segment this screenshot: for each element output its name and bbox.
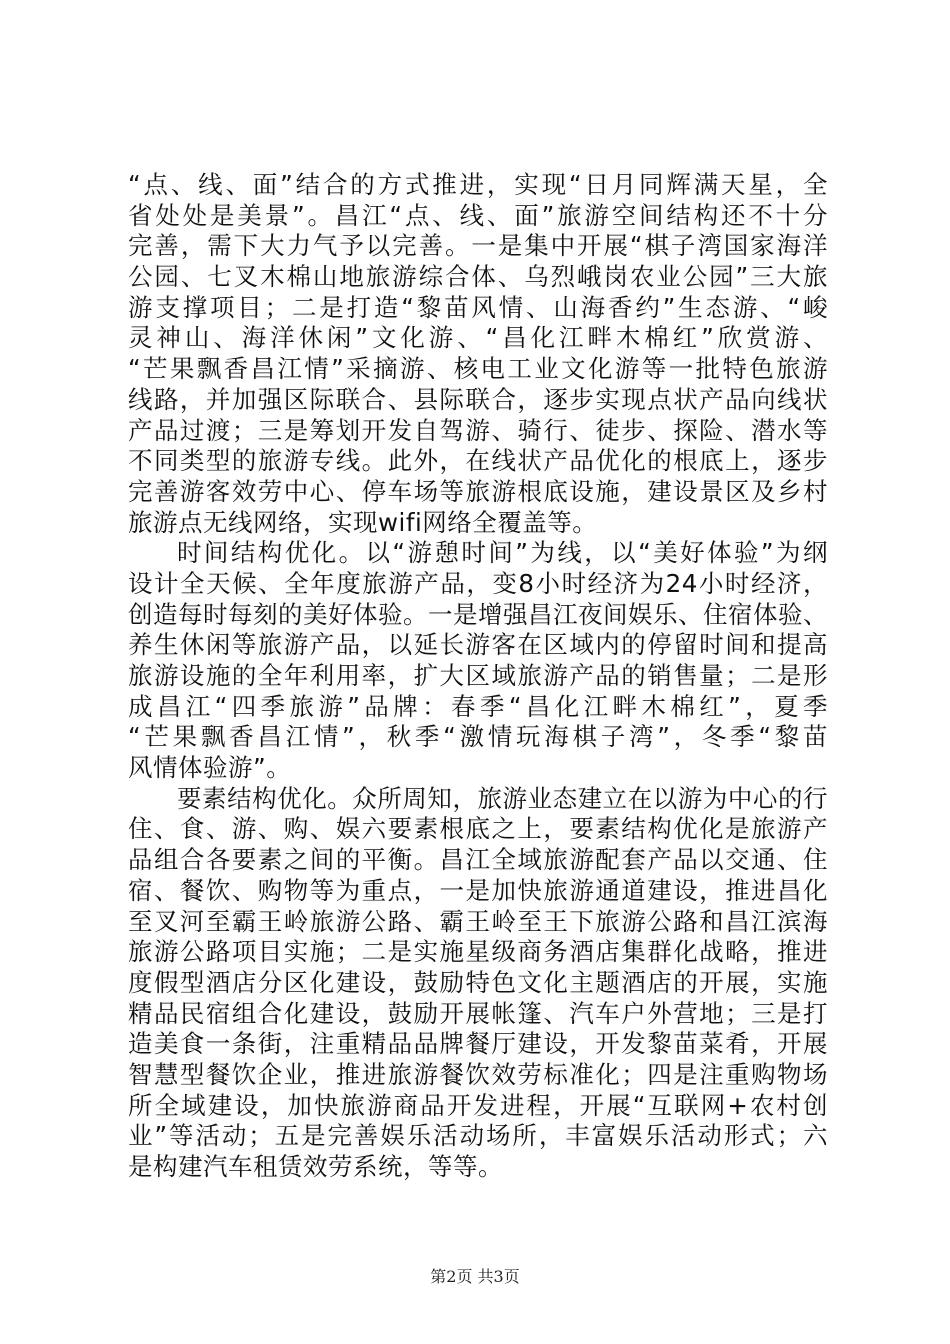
text-line: 完善，需下大力气予以完善。一是集中开展“棋子湾国家海洋: [128, 231, 828, 261]
text-line: 养生休闲等旅游产品，以延长游客在区域内的停留时间和提高: [128, 630, 828, 660]
paragraph-start-line: 要素结构优化。众所周知，旅游业态建立在以游为中心的行: [177, 783, 828, 813]
text-line: 度假型酒店分区化建设，鼓励特色文化主题酒店的开展，实施: [128, 967, 828, 997]
text-line: 完善游客效劳中心、停车场等旅游根底设施，建设景区及乡村: [128, 476, 828, 506]
text-line: 品组合各要素之间的平衡。昌江全域旅游配套产品以交通、住: [128, 845, 828, 875]
text-line: 产品过渡；三是筹划开发自驾游、骑行、徒步、探险、潜水等: [128, 415, 828, 445]
page-number: 第2页 共3页: [430, 1267, 520, 1286]
text-line: 省处处是美景”。昌江“点、线、面”旅游空间结构还不十分: [128, 200, 828, 230]
page-footer: [0, 1267, 950, 1287]
text-line: “芒果飘香昌江情”采摘游、核电工业文化游等一批特色旅游: [128, 354, 828, 384]
text-line: 所全域建设，加快旅游商品开发进程，开展“互联网+农村创: [128, 1090, 828, 1120]
text-line: 旅游公路项目实施；二是实施星级商务酒店集群化战略，推进: [128, 937, 828, 967]
text-line: 精品民宿组合化建设，鼓励开展帐篷、汽车户外营地；三是打: [128, 998, 828, 1028]
paragraph-start-line: 时间结构优化。以“游憩时间”为线，以“美好体验”为纲: [177, 538, 828, 568]
text-line: 旅游设施的全年利用率，扩大区域旅游产品的销售量；二是形: [128, 661, 828, 690]
text-line: 游支撑项目；二是打造“黎苗风情、山海香约”生态游、“峻: [128, 292, 828, 322]
text-line: 成昌江“四季旅游”品牌：春季“昌化江畔木棉红”，夏季: [128, 691, 828, 721]
text-line: 住、食、游、购、娱六要素根底之上，要素结构优化是旅游产: [128, 814, 828, 844]
text-line: 灵神山、海洋休闲”文化游、“昌化江畔木棉红”欣赏游、: [128, 323, 828, 353]
text-line: 智慧型餐饮企业，推进旅游餐饮效劳标准化；四是注重购物场: [128, 1059, 828, 1089]
text-line: “芒果飘香昌江情”，秋季“激情玩海棋子湾”，冬季“黎苗: [128, 722, 828, 752]
text-line: 旅游点无线网络，实现wifi网络全覆盖等。: [128, 507, 598, 537]
text-line: 造美食一条街，注重精品品牌餐厅建设，开发黎苗菜肴，开展: [128, 1029, 828, 1059]
text-line: 线路，并加强区际联合、县际联合，逐步实现点状产品向线状: [128, 384, 828, 414]
text-line: 宿、餐饮、购物等为重点，一是加快旅游通道建设，推进昌化: [128, 875, 828, 905]
text-line: 是构建汽车租赁效劳系统，等等。: [128, 1152, 503, 1181]
text-line: 风情体验游”。: [128, 753, 292, 783]
text-line: 创造每时每刻的美好体验。一是增强昌江夜间娱乐、住宿体验、: [128, 599, 828, 629]
body-text: [128, 170, 828, 1183]
text-line: 至叉河至霸王岭旅游公路、霸王岭至王下旅游公路和昌江滨海: [128, 906, 828, 936]
text-line: 不同类型的旅游专线。此外，在线状产品优化的根底上，逐步: [128, 446, 828, 476]
text-line: 公园、七叉木棉山地旅游综合体、乌烈峨岗农业公园”三大旅: [128, 262, 828, 292]
text-line: “点、线、面”结合的方式推进，实现“日月同辉满天星，全: [128, 170, 828, 199]
text-line: 设计全天候、全年度旅游产品，变8小时经济为24小时经济，: [128, 568, 828, 598]
text-line: 业”等活动；五是完善娱乐活动场所，丰富娱乐活动形式；六: [128, 1121, 828, 1151]
